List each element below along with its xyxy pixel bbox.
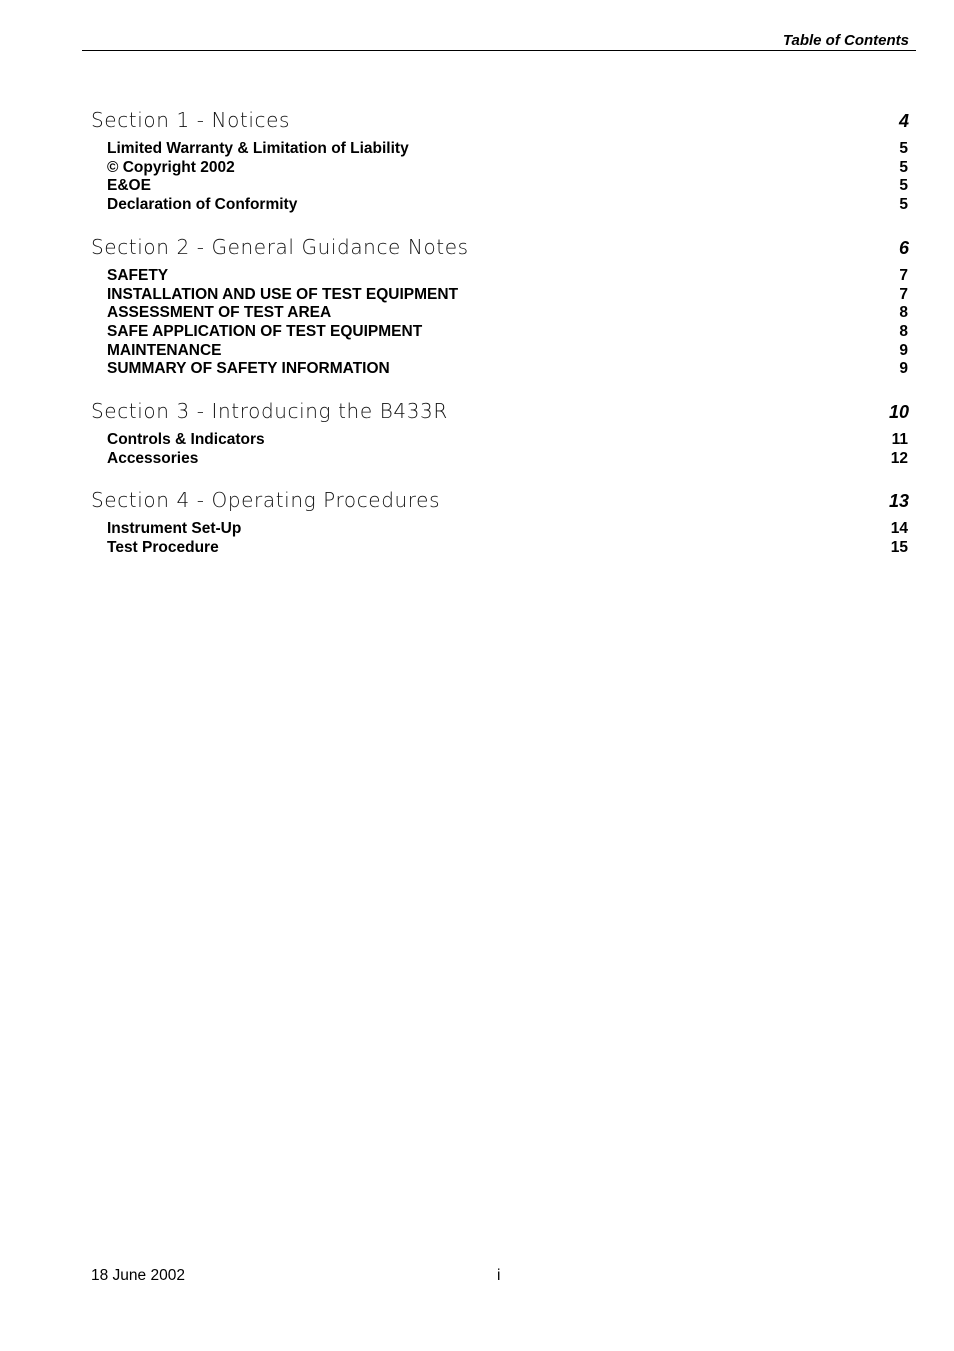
toc-entry[interactable] — [107, 539, 909, 558]
entry-label: Instrument Set-Up — [107, 520, 242, 538]
section-entries — [91, 431, 909, 468]
entry-label: Controls & Indicators — [107, 431, 265, 449]
section-entries — [91, 267, 909, 379]
section-entries — [91, 520, 909, 557]
toc-section-3 — [91, 399, 909, 468]
entry-page-number: 5 — [899, 196, 908, 214]
entry-page-number: 12 — [890, 449, 908, 467]
entry-label: SUMMARY OF SAFETY INFORMATION — [107, 360, 390, 378]
toc-entry[interactable] — [107, 323, 909, 342]
section-page-number: 6 — [898, 237, 909, 258]
toc-entry[interactable] — [107, 431, 909, 450]
entry-label: Limited Warranty & Limitation of Liability — [107, 140, 409, 157]
table-of-contents — [91, 108, 909, 578]
entry-label: Declaration of Conformity — [107, 196, 298, 214]
toc-entry[interactable] — [107, 159, 909, 178]
footer-date: 18 June 2002 — [91, 1267, 185, 1284]
section-heading[interactable] — [91, 235, 909, 265]
section-page-number: 13 — [888, 491, 909, 512]
footer-page-number: i — [497, 1267, 501, 1284]
entry-label: © Copyright 2002 — [107, 158, 235, 176]
toc-section-1 — [91, 108, 909, 215]
entry-page-number: 7 — [899, 266, 908, 284]
toc-entry[interactable] — [107, 520, 909, 539]
entry-page-number: 9 — [899, 341, 908, 359]
section-title: Section 4 - Operating Procedures — [91, 488, 441, 513]
section-heading[interactable] — [91, 108, 909, 138]
entry-page-number: 15 — [890, 539, 908, 557]
header-title: Table of Contents — [782, 32, 909, 49]
section-heading[interactable] — [91, 399, 909, 429]
section-entries — [91, 140, 909, 215]
section-page-number: 4 — [898, 111, 909, 131]
section-title: Section 2 - General Guidance Notes — [91, 234, 469, 259]
entry-page-number: 5 — [899, 177, 908, 195]
entry-label: SAFETY — [107, 266, 169, 284]
toc-entry[interactable] — [107, 342, 909, 361]
toc-entry[interactable] — [107, 196, 909, 215]
entry-label: ASSESSMENT OF TEST AREA — [107, 304, 332, 322]
entry-label: E&OE — [107, 177, 151, 195]
section-heading[interactable] — [91, 488, 909, 518]
toc-entry[interactable] — [107, 140, 909, 159]
entry-label: MAINTENANCE — [107, 341, 222, 359]
toc-entry[interactable] — [107, 177, 909, 196]
entry-label: Accessories — [107, 449, 199, 467]
section-page-number: 10 — [888, 402, 909, 423]
toc-entry[interactable] — [107, 450, 909, 469]
entry-page-number: 7 — [899, 285, 908, 303]
entry-label: Test Procedure — [107, 539, 219, 557]
section-title: Section 3 - Introducing the B433R — [91, 399, 448, 424]
entry-page-number: 5 — [899, 140, 908, 157]
entry-page-number: 14 — [890, 520, 908, 538]
toc-section-2 — [91, 235, 909, 379]
toc-entry[interactable] — [107, 286, 909, 305]
toc-entry[interactable] — [107, 360, 909, 379]
entry-label: INSTALLATION AND USE OF TEST EQUIPMENT — [107, 285, 459, 303]
entry-page-number: 9 — [899, 360, 908, 378]
entry-page-number: 8 — [899, 304, 908, 322]
entry-label: SAFE APPLICATION OF TEST EQUIPMENT — [107, 322, 423, 340]
entry-page-number: 11 — [891, 431, 908, 449]
section-title: Section 1 - Notices — [91, 108, 291, 132]
entry-page-number: 5 — [899, 158, 908, 176]
toc-section-4 — [91, 488, 909, 557]
page-header — [82, 30, 916, 51]
toc-entry[interactable] — [107, 267, 909, 286]
toc-entry[interactable] — [107, 304, 909, 323]
entry-page-number: 8 — [899, 322, 908, 340]
